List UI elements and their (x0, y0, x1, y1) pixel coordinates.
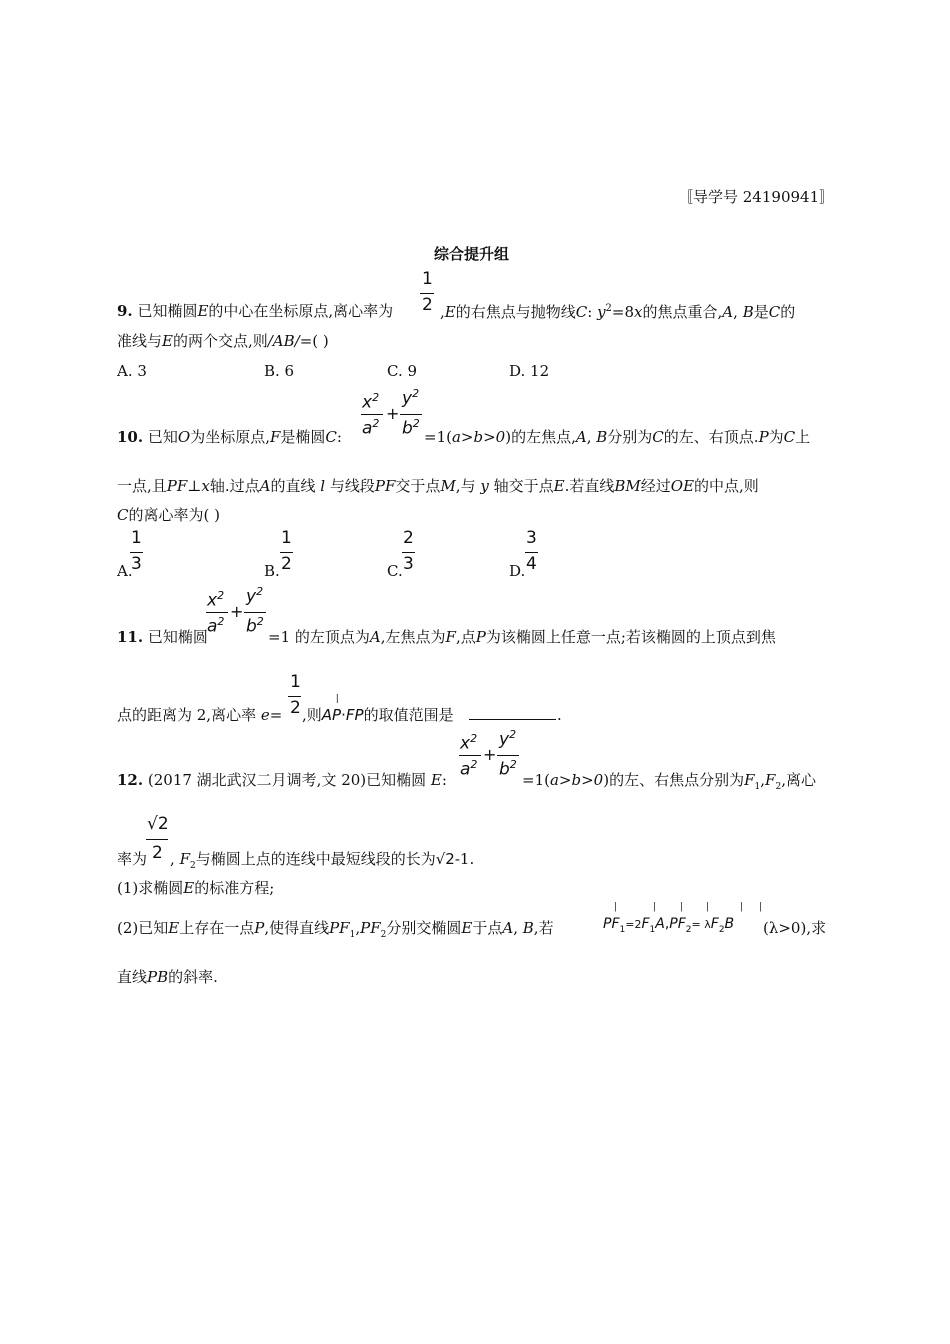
q10-option-num: 2 (403, 528, 414, 548)
q10-line1 (117, 430, 342, 445)
q11-period: . (557, 706, 562, 724)
q12-text: -1. (454, 850, 475, 868)
q12-text: 与椭圆上点的连线中最短线段的长为 (195, 850, 436, 868)
q12-line1 (117, 773, 447, 788)
q10-text: ,与 (455, 477, 476, 495)
q12-sub: 2 (380, 930, 387, 940)
q12-var-PF1: PF (329, 919, 350, 937)
q12-vector-f2b: F (710, 916, 719, 932)
q9-var-C: C (768, 303, 781, 321)
q12-text: ,若 (533, 919, 554, 937)
q12-vector-tick: | (653, 902, 657, 912)
q10-text: 是椭圆 (280, 428, 326, 446)
q11-line2b (302, 694, 454, 724)
q11-frac-num: 1 (290, 672, 301, 692)
q9-option-d: D. 12 (509, 362, 550, 380)
q9-text: 的焦点重合, (642, 303, 723, 321)
q9-frac-bar (420, 293, 434, 294)
q11-text: =1 (268, 628, 291, 646)
q12-var-F2: F (765, 771, 776, 789)
q12-text: =1 (522, 771, 545, 789)
q9-option-a: A. 3 (117, 362, 147, 380)
q11-text: 点的距离为 2,离心率 (117, 706, 261, 724)
q10-text: 的左焦点, (511, 428, 576, 446)
q10-option-den: 2 (281, 554, 292, 574)
q12-text: =2 (625, 918, 642, 931)
q12-vector-tick: | (759, 902, 763, 912)
q10-option-num: 1 (281, 528, 292, 548)
q10-var-BM: BM (614, 477, 641, 495)
q10-var-C: C (325, 428, 337, 446)
q12-number: 12. (117, 771, 144, 789)
q12-part2 (117, 921, 554, 940)
q9-line1b (440, 304, 795, 320)
q10-var-A: A (575, 428, 587, 446)
q12-var-PB: PB (147, 968, 169, 986)
q10-text: .若直线 (564, 477, 615, 495)
q10-text: 分别为 (607, 428, 653, 446)
q10-var-C: C (117, 506, 129, 524)
q12-text: , (170, 850, 175, 868)
q12-vector-tick: | (614, 902, 618, 912)
q9-text: 的右焦点与抛物线 (455, 303, 576, 321)
q10-var-C: C (652, 428, 664, 446)
q12-sqrt2: √2 (435, 850, 455, 868)
q12-frac-y: $y^2$ (499, 728, 517, 750)
q9-text: =8 (611, 303, 635, 321)
q10-option-bar (130, 552, 143, 553)
q9-text: 的 (780, 303, 796, 321)
q12-text: = λ (691, 918, 711, 931)
q11-text: ,左焦点为 (380, 628, 446, 646)
q12-lambda-condition: (λ>0) (763, 919, 807, 937)
q9-frac-num: 1 (422, 269, 433, 289)
q12-var-E: E (183, 879, 195, 897)
q12-text: ) (603, 771, 610, 789)
q11-text: ,则 (302, 706, 322, 724)
q12-line3 (117, 970, 218, 985)
q11-frac-bar-1 (206, 612, 228, 613)
q10-var-B: B (596, 428, 608, 446)
q12-text: (2017 湖北武汉二月调考,文 20)已知椭圆 (143, 771, 431, 789)
q9-line1 (117, 304, 393, 319)
q10-text: 一点,且 (117, 477, 167, 495)
q9-var-y: y (597, 303, 606, 321)
q12-var-B: B (522, 919, 534, 937)
q11-answer-blank[interactable] (469, 719, 556, 720)
q10-text: : (336, 428, 342, 446)
q10-var-x: x (201, 477, 210, 495)
q9-var-E: E (197, 302, 209, 320)
q10-text: =1 (424, 428, 447, 446)
q11-var-F: F (445, 628, 456, 646)
q12-frac-bar (146, 839, 168, 840)
q9-text: , (440, 303, 445, 321)
q10-var-E: E (553, 477, 565, 495)
q9-text: : (587, 303, 598, 321)
q9-var-C: C (575, 303, 588, 321)
q11-text: = (269, 706, 283, 724)
q10-option-bar (402, 552, 415, 553)
q9-text: 的中心在坐标原点,离心率为 (208, 302, 394, 320)
q10-var-P: P (758, 428, 769, 446)
q11-line1b (268, 630, 776, 645)
q12-var-E: E (430, 771, 442, 789)
q10-line1b (424, 430, 810, 445)
q12-text: , (760, 771, 766, 789)
q10-var-PF: PF (374, 477, 396, 495)
q12-text: 的左、右焦点分别为 (609, 771, 745, 789)
q9-text: 已知椭圆 (132, 302, 198, 320)
q10-var-l: l (320, 477, 326, 495)
q10-text: ( (446, 428, 452, 446)
q12-text: 率为 (117, 850, 148, 868)
q11-frac-bar-2 (244, 612, 266, 613)
q11-var-P: P (475, 628, 486, 646)
q11-text: 为该椭圆上任意一点;若该椭圆的上顶点到焦 (485, 628, 776, 646)
q9-var-E: E (444, 303, 456, 321)
q12-line2b (170, 852, 474, 871)
q9-number: 9. (117, 302, 133, 320)
q12-sub: 1 (754, 782, 761, 792)
q10-text: 轴交于点 (493, 477, 554, 495)
q9-abs: /AB/ (267, 332, 300, 350)
q10-text: 交于点 (395, 477, 441, 495)
q12-vector-tick: | (740, 902, 744, 912)
q9-sup: 2 (605, 303, 612, 314)
q12-text: , (355, 919, 361, 937)
q12-text: ,使得直线 (264, 919, 330, 937)
q12-sub: 2 (189, 861, 196, 871)
q11-text: 已知椭圆 (143, 628, 208, 646)
q10-text: 的离心率为( ) (128, 506, 220, 524)
q12-part2-end (763, 921, 826, 936)
q11-vector-fp: FP (345, 706, 364, 724)
q10-text: 的中点,则 (694, 477, 759, 495)
q12-text: (2)已知 (117, 919, 169, 937)
q10-option-bar (525, 552, 538, 553)
q10-frac-bar-2 (400, 414, 422, 415)
q11-vector-ap: | AP (321, 694, 342, 724)
q10-condition: a>b>0 (451, 428, 506, 446)
q12-var-E: E (168, 919, 180, 937)
q11-text: ,点 (455, 628, 476, 646)
q10-text: 经过 (640, 477, 671, 495)
q12-frac-bar-2 (497, 755, 519, 756)
q10-var-C: C (783, 428, 796, 446)
q9-var-A: A (722, 303, 734, 321)
q12-var-E: E (461, 919, 473, 937)
q9-text: 是 (753, 303, 769, 321)
q10-plus: + (386, 404, 400, 423)
q12-frac-x: $x^2$ (460, 732, 478, 754)
q9-frac-den: 2 (422, 295, 433, 315)
q10-var-F: F (269, 428, 281, 446)
q11-frac-den: 2 (290, 698, 301, 718)
q10-option-label: C. (387, 562, 403, 580)
q10-var-O: O (177, 428, 191, 446)
q10-var-PF: PF (166, 477, 188, 495)
q10-number: 10. (117, 428, 144, 446)
q10-frac-a: $a^2$ (362, 417, 380, 439)
q12-vector-tick: | (680, 902, 684, 912)
q10-text: 为坐标原点, (190, 428, 270, 446)
q10-text: 上 (795, 428, 811, 446)
q12-text: ,离心 (781, 771, 816, 789)
q12-frac-num: √2 (147, 814, 169, 834)
q12-part1 (117, 881, 274, 896)
q9-text: 准线与 (117, 332, 163, 350)
q11-number: 11. (117, 628, 144, 646)
q11-frac-a: $a^2$ (207, 615, 225, 637)
q11-frac-y: $y^2$ (246, 585, 264, 607)
q12-vector-equation: $PF_1=2F_1A,PF_2= \lambda F_2B$ (603, 916, 735, 935)
q9-text: =( ) (299, 332, 329, 350)
q11-plus: + (230, 602, 244, 621)
q10-option-den: 3 (131, 554, 142, 574)
q10-frac-b: $b^2$ (402, 417, 420, 439)
q12-plus: + (483, 745, 497, 764)
q12-text: ( (544, 771, 550, 789)
q12-vector-f1a: F (641, 916, 650, 932)
reference-number: 〚导学号 24190941〛 (678, 188, 835, 206)
q10-text: 已知 (143, 428, 178, 446)
q9-text: , (733, 303, 743, 321)
q12-vector-pf2: PF (669, 916, 686, 932)
q12-text: 的标准方程; (194, 879, 275, 897)
q12-frac-b: $b^2$ (499, 758, 517, 780)
q9-var-x: x (634, 303, 643, 321)
q12-text: : (441, 771, 447, 789)
q11-var-e: e (260, 706, 270, 724)
q12-var-PF2: PF (360, 919, 381, 937)
q9-line2 (117, 334, 329, 349)
q10-var-A: A (259, 477, 271, 495)
q11-text: 的左顶点为 (294, 628, 370, 646)
q12-line2 (117, 852, 147, 867)
q10-text: 为 (768, 428, 784, 446)
q9-option-b: B. 6 (264, 362, 295, 380)
q12-frac-den: 2 (152, 843, 163, 863)
q12-text: 分别交椭圆 (386, 919, 462, 937)
q10-text: , (586, 428, 597, 446)
q10-option-den: 4 (526, 554, 537, 574)
q11-text: 的取值范围是 (363, 706, 454, 724)
q10-frac-x: $x^2$ (362, 391, 380, 413)
q10-option-den: 3 (403, 554, 414, 574)
q10-option-num: 1 (131, 528, 142, 548)
q12-frac-a: $a^2$ (460, 758, 478, 780)
q9-text: 的两个交点,则 (172, 332, 268, 350)
q12-text: 的斜率. (168, 968, 218, 986)
q11-line2 (117, 708, 282, 723)
q12-sub: 1 (349, 930, 356, 940)
q11-line1 (117, 630, 208, 645)
q12-frac-bar-1 (459, 755, 481, 756)
q10-option-label: A. (117, 562, 133, 580)
q10-frac-bar-1 (361, 414, 383, 415)
q11-var-A: A (369, 628, 381, 646)
q12-condition: a>b>0 (549, 771, 604, 789)
q10-option-label: B. (264, 562, 280, 580)
q12-vector-pf1: PF (603, 916, 620, 932)
q10-text: 与线段 (329, 477, 375, 495)
q9-var-E: E (162, 332, 173, 350)
q12-text: (1)求椭圆 (117, 879, 184, 897)
q12-sub: 2 (775, 782, 782, 792)
section-title: 综合提升组 (434, 245, 510, 263)
q12-text: , (513, 919, 518, 937)
q12-var-A: A (502, 919, 514, 937)
q12-var-F2: F (179, 850, 190, 868)
q11-frac-x: $x^2$ (207, 589, 225, 611)
q12-line1b (522, 773, 816, 792)
q10-text: 轴.过点 (209, 477, 260, 495)
q10-option-num: 3 (526, 528, 537, 548)
q10-line3 (117, 508, 220, 523)
q12-var-F1: F (744, 771, 755, 789)
q12-text: 上存在一点 (179, 919, 255, 937)
q10-var-y: y (480, 477, 489, 495)
q10-var-OE: OE (670, 477, 695, 495)
q11-frac-bar (288, 696, 301, 697)
q10-text: ) (505, 428, 512, 446)
q12-text: ,求 (806, 919, 827, 937)
q11-dot: · (341, 706, 346, 724)
q12-var-P: P (254, 919, 265, 937)
q12-text: 直线 (117, 968, 148, 986)
q10-line2 (117, 479, 759, 494)
q9-option-c: C. 9 (387, 362, 418, 380)
q12-text: 于点 (472, 919, 503, 937)
q10-text: 的左、右顶点. (663, 428, 759, 446)
q10-frac-y: $y^2$ (402, 387, 420, 409)
q10-option-label: D. (509, 562, 526, 580)
q9-var-B: B (742, 303, 754, 321)
q10-var-M: M (440, 477, 456, 495)
q10-text: 的直线 (270, 477, 316, 495)
q10-perp: ⊥ (187, 477, 202, 495)
q10-option-bar (280, 552, 293, 553)
q12-vector-tick: | (706, 902, 710, 912)
q11-frac-b: $b^2$ (246, 615, 264, 637)
